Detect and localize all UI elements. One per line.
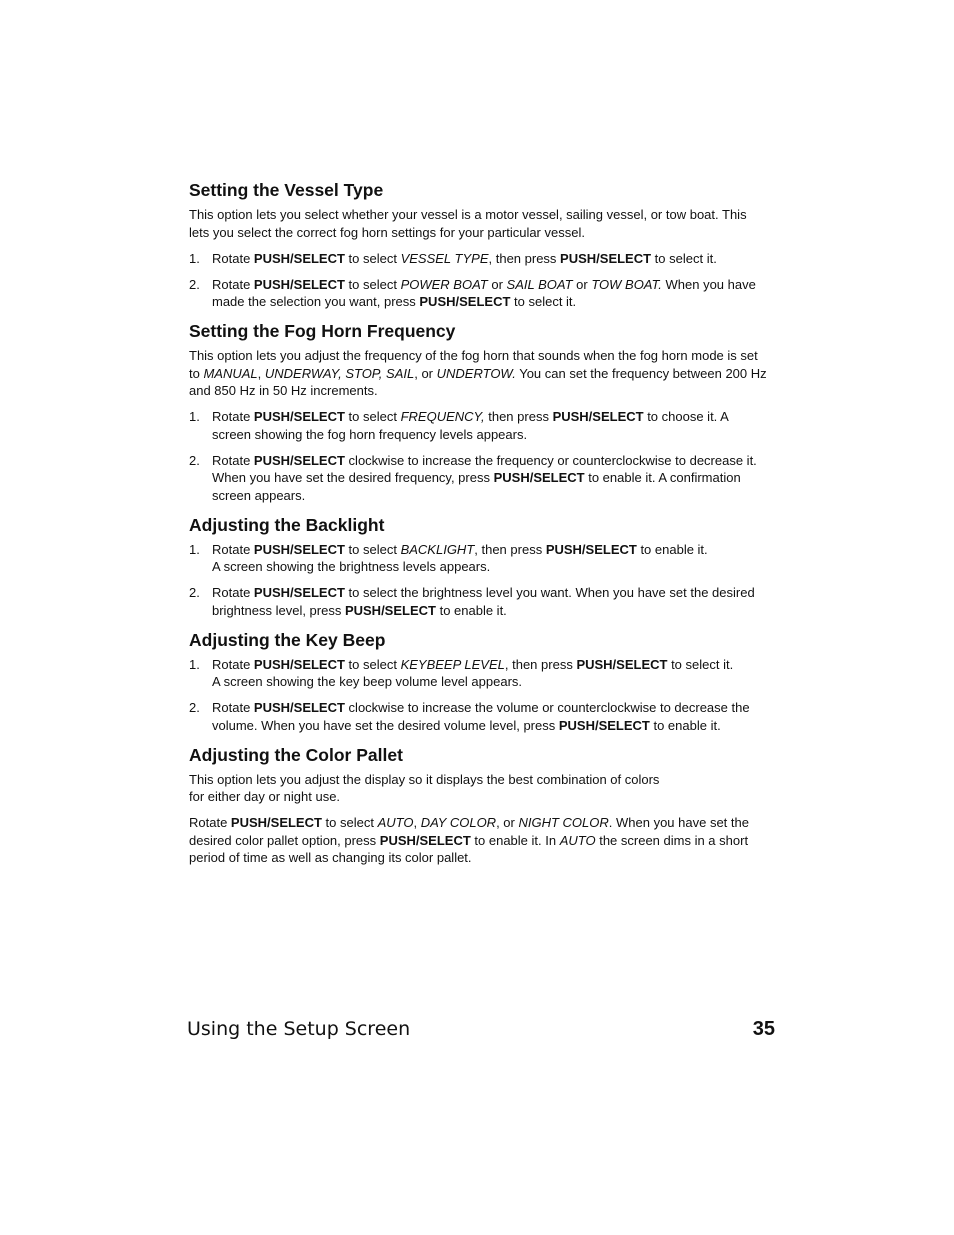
step-text: to select the brightness level you want. When you have set the desired brightness level, press — [212, 585, 755, 618]
intro-text: This option lets you adjust the display so it displays the best combination of colors — [189, 771, 660, 787]
step-text: , then press — [474, 541, 546, 557]
control-name: PUSH/SELECT — [560, 250, 652, 266]
step-number: 1. — [189, 656, 200, 672]
menu-option: MANUAL — [203, 365, 258, 381]
step-text: to select — [344, 250, 401, 266]
step-text: , then press — [488, 250, 561, 266]
list-item — [189, 699, 769, 734]
intro-text: This option lets you adjust the frequency of the fog horn that sounds when the fog horn mode is set to — [189, 348, 758, 381]
control-name: PUSH/SELECT — [552, 409, 644, 424]
para-text: to select — [321, 815, 378, 830]
control-name: PUSH/SELECT — [253, 409, 345, 424]
para-text: , — [413, 815, 421, 830]
step-text: clockwise to increase the frequency or counterclockwise to decrease it. When you have set the desired frequency, press — [212, 452, 757, 485]
step-text: Rotate — [212, 700, 254, 715]
step-text: to select — [344, 276, 401, 292]
step-text: Rotate — [212, 656, 254, 672]
step-text: When you have made the selection you want, press — [212, 276, 756, 309]
section-fog-horn-frequency — [189, 319, 769, 504]
section-heading: Adjusting the Backlight — [189, 514, 385, 535]
para-text: , or — [496, 815, 519, 830]
para-text: the screen dims in a short period of time as well as changing its color pallet. — [189, 832, 749, 865]
section-backlight — [189, 513, 769, 620]
control-name: PUSH/SELECT — [344, 602, 436, 618]
section-heading: Setting the Vessel Type — [189, 180, 384, 200]
step-number: 1. — [189, 409, 200, 424]
step-list — [189, 541, 769, 620]
menu-option: POWER BOAT — [400, 276, 488, 292]
step-text: to select — [344, 656, 401, 672]
step-text: to enable it. — [649, 717, 721, 733]
step-list — [189, 250, 769, 311]
list-item — [189, 408, 769, 443]
menu-option: BACKLIGHT — [400, 541, 475, 557]
section-color-pallet — [189, 743, 769, 867]
step-number: 2. — [189, 700, 200, 715]
step-result: A screen showing the key beep volume level appears. — [212, 674, 523, 689]
control-name: PUSH/SELECT — [379, 832, 471, 848]
step-text: , then press — [504, 656, 577, 672]
list-item — [189, 250, 769, 268]
step-text: Rotate — [212, 452, 254, 468]
step-number: 2. — [189, 276, 200, 292]
step-text: or — [572, 276, 592, 292]
intro-text: , or — [414, 365, 437, 381]
menu-option: TOW BOAT. — [591, 276, 662, 292]
control-name: PUSH/SELECT — [419, 294, 511, 309]
list-item — [189, 656, 769, 691]
section-intro: This option lets you select whether your vessel is a motor vessel, sailing vessel, or tow boat. This lets you select the correct fog horn settings for your particular vessel. — [189, 207, 747, 240]
list-item — [189, 276, 769, 311]
step-text: to select — [344, 409, 401, 424]
para-text: to enable it. In — [470, 832, 560, 848]
step-text: Rotate — [212, 409, 254, 424]
step-text: to enable it. A confirmation screen appears. — [212, 470, 741, 503]
control-name: PUSH/SELECT — [230, 815, 322, 830]
menu-option: DAY COLOR — [420, 815, 497, 830]
page-footer — [187, 1018, 775, 1046]
step-result: A screen showing the brightness levels appears. — [212, 559, 491, 574]
control-name: PUSH/SELECT — [253, 656, 345, 672]
control-name: PUSH/SELECT — [576, 656, 668, 672]
menu-option: SAIL BOAT — [506, 276, 573, 292]
control-name: PUSH/SELECT — [253, 585, 345, 600]
menu-option: AUTO — [559, 832, 596, 848]
step-text: clockwise to increase the volume or counterclockwise to decrease the volume. When you have set the desired volume level, press — [212, 700, 750, 733]
step-text: Rotate — [212, 541, 254, 557]
step-text: to select it. — [667, 656, 734, 672]
section-heading: Adjusting the Key Beep — [189, 629, 386, 650]
para-text: . When you have set the desired color pallet option, press — [189, 815, 749, 848]
control-name: PUSH/SELECT — [253, 541, 345, 557]
section-heading: Adjusting the Color Pallet — [189, 744, 403, 765]
step-text: Rotate — [212, 585, 254, 600]
step-text: or — [487, 276, 507, 292]
step-list — [189, 408, 769, 504]
step-number: 2. — [189, 452, 200, 468]
step-text: then press — [484, 409, 553, 424]
step-text: Rotate — [212, 250, 254, 266]
menu-option: AUTO — [377, 815, 414, 830]
section-intro — [189, 347, 769, 400]
menu-option: FREQUENCY, — [400, 409, 485, 424]
step-text: to choose it. A screen showing the fog horn frequency levels appears. — [212, 409, 729, 442]
menu-option: UNDERWAY, STOP, SAIL — [264, 365, 415, 381]
step-text: to select it. — [510, 294, 577, 309]
control-name: PUSH/SELECT — [493, 470, 585, 485]
page-number: 35 — [752, 1018, 775, 1040]
control-name: PUSH/SELECT — [253, 276, 345, 292]
control-name: PUSH/SELECT — [253, 452, 345, 468]
menu-option: VESSEL TYPE — [400, 250, 489, 266]
menu-option: KEYBEEP LEVEL — [400, 656, 505, 672]
control-name: PUSH/SELECT — [253, 700, 345, 715]
step-text: to enable it. — [435, 602, 507, 618]
intro-text: for either day or night use. — [189, 789, 341, 804]
section-intro — [189, 771, 769, 806]
step-number: 2. — [189, 585, 200, 600]
step-text: to select it. — [651, 250, 717, 266]
list-item — [189, 584, 769, 619]
menu-option: UNDERTOW. — [436, 365, 516, 381]
section-vessel-type — [189, 178, 769, 311]
step-list — [189, 656, 769, 735]
control-name: PUSH/SELECT — [558, 717, 650, 733]
control-name: PUSH/SELECT — [253, 250, 345, 266]
para-text: Rotate — [189, 815, 231, 830]
menu-option: NIGHT COLOR — [518, 815, 609, 830]
section-heading: Setting the Fog Horn Frequency — [189, 321, 456, 341]
control-name: PUSH/SELECT — [545, 541, 637, 557]
step-number: 1. — [189, 250, 200, 266]
section-paragraph — [189, 814, 769, 867]
step-text: Rotate — [212, 276, 254, 292]
section-key-beep — [189, 628, 769, 735]
step-text: to select — [344, 541, 401, 557]
step-text: to enable it. — [636, 541, 708, 557]
step-number: 1. — [189, 541, 200, 557]
intro-text: You can set the frequency between 200 Hz and 850 Hz in 50 Hz increments. — [189, 365, 767, 398]
intro-text: , — [257, 365, 265, 381]
footer-title: Using the Setup Screen — [187, 1018, 411, 1040]
list-item — [189, 452, 769, 505]
page-content — [189, 178, 769, 875]
list-item — [189, 541, 769, 576]
